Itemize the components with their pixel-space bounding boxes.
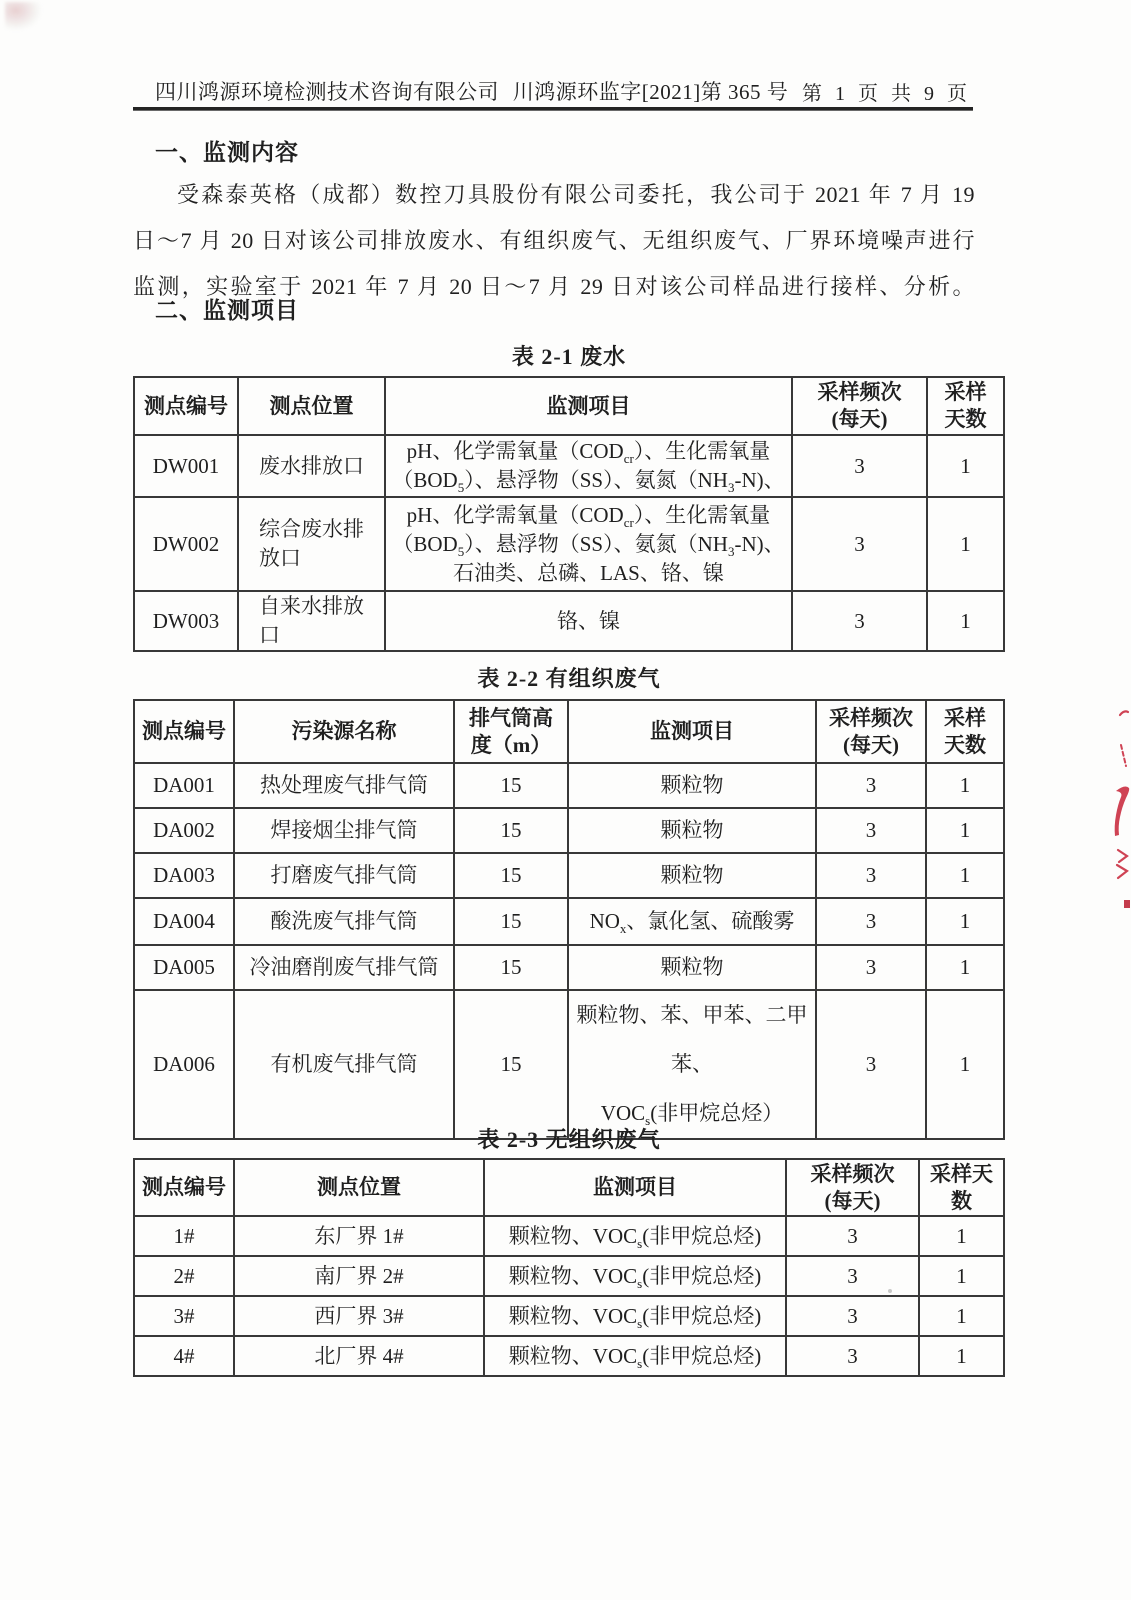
- table-cell: 15: [454, 853, 568, 898]
- page-number: 第 1 页 共 9 页: [802, 83, 971, 105]
- table-row: [134, 763, 1004, 808]
- table-cell: 3: [816, 763, 926, 808]
- company-name: 四川鸿源环境检测技术咨询有限公司: [155, 80, 499, 104]
- table-row: [134, 808, 1004, 853]
- table-cell: 焊接烟尘排气筒: [234, 808, 454, 853]
- table-row: [134, 591, 1004, 651]
- table-cell: 3#: [134, 1296, 234, 1336]
- table-cell: 颗粒物、苯、甲苯、二甲苯、 $VOC_s$(非甲烷总烃）: [568, 990, 816, 1139]
- table-cell: pH、化学需氧量$(COD_{cr})$、生化需氧量$(BOD_5)$、悬浮物（SS）、氨氮$(NH_3-N)$、石油类、总磷、LAS、铬、镍: [385, 497, 792, 591]
- column-header: 测点编号: [134, 700, 234, 763]
- header-rule: [133, 107, 973, 111]
- red-pen-marks: [1091, 695, 1131, 935]
- table-cell: 西厂界 3#: [234, 1296, 484, 1336]
- column-header: 采样 天数: [927, 377, 1004, 435]
- table-cell: 铬、镍: [385, 591, 792, 651]
- table-cell: 1: [919, 1296, 1004, 1336]
- table-2-1-title: 表 2-1 废水: [511, 344, 627, 369]
- table-cell: 酸洗废气排气筒: [234, 898, 454, 945]
- table-cell: 15: [454, 808, 568, 853]
- table-cell: 4#: [134, 1336, 234, 1376]
- table-cell: 1: [926, 898, 1004, 945]
- page-header: [133, 72, 975, 106]
- column-header: 排气筒高 度（m）: [454, 700, 568, 763]
- column-header: 采样频次 (每天): [792, 377, 927, 435]
- table-row: [134, 898, 1004, 945]
- table-cell: 1: [927, 497, 1004, 591]
- table-cell: 3: [816, 990, 926, 1139]
- table-cell: 3: [816, 898, 926, 945]
- column-header: 污染源名称: [234, 700, 454, 763]
- column-header: 采样频次 (每天): [816, 700, 926, 763]
- red-stroke-fragment: [1115, 787, 1130, 836]
- table-cell: 1: [926, 763, 1004, 808]
- table-cell: 1: [919, 1216, 1004, 1256]
- table-cell: 颗粒物: [568, 763, 816, 808]
- table-cell: 3: [786, 1256, 919, 1296]
- scan-smudge: [5, 2, 41, 30]
- table-2-3-title: 表 2-3 无组织废气: [477, 1127, 661, 1152]
- table-cell: DW001: [134, 435, 238, 497]
- table-cell: 15: [454, 763, 568, 808]
- table-cell: 综合废水排 放口: [238, 497, 385, 591]
- table-cell: DW002: [134, 497, 238, 591]
- table-cell: DA001: [134, 763, 234, 808]
- table-cell: $NO_x$、氯化氢、硫酸雾: [568, 898, 816, 945]
- column-header: 采样 天数: [926, 700, 1004, 763]
- table-cell: 2#: [134, 1256, 234, 1296]
- table-cell: DA006: [134, 990, 234, 1139]
- table-row: [134, 1256, 1004, 1296]
- table-cell: 冷油磨削废气排气筒: [234, 945, 454, 990]
- table-cell: 1: [926, 853, 1004, 898]
- table-cell: DA004: [134, 898, 234, 945]
- table-wastewater: [133, 376, 1005, 652]
- table-cell: DA002: [134, 808, 234, 853]
- column-header: 测点位置: [234, 1159, 484, 1216]
- table-header-row: [134, 1159, 1004, 1216]
- section1-paragraph: 受森泰英格（成都）数控刀具股份有限公司委托，我公司于 2021 年 7 月 19 日～7 月 20 日对该公司排放废水、有组织废气、无组织废气、厂界环境噪声进行 监测，实验室于 2021 年 7 月 20 日～7 月 29 日对该公司样品进行接样、分析。: [133, 182, 975, 299]
- scan-speck: [888, 1289, 892, 1293]
- table-row: [134, 853, 1004, 898]
- table-cell: 1: [926, 990, 1004, 1139]
- table-cell: DA003: [134, 853, 234, 898]
- table-cell: 颗粒物、$VOC_s$(非甲烷总烃): [484, 1336, 786, 1376]
- table-row: [134, 1216, 1004, 1256]
- table-cell: 3: [792, 497, 927, 591]
- table-cell: 1: [927, 435, 1004, 497]
- table-cell: 颗粒物、$VOC_s$(非甲烷总烃): [484, 1296, 786, 1336]
- table-cell: 3: [816, 945, 926, 990]
- table-cell: 颗粒物: [568, 945, 816, 990]
- table-cell: 3: [786, 1296, 919, 1336]
- table-cell: 热处理废气排气筒: [234, 763, 454, 808]
- table-header-row: [134, 700, 1004, 763]
- table-row: [134, 435, 1004, 497]
- table-organized-exhaust: [133, 699, 1005, 1140]
- table-cell: 1: [927, 591, 1004, 651]
- table-cell: pH、化学需氧量$(COD_{cr})$、生化需氧量$(BOD_5)$、悬浮物（SS）、氨氮$(NH_3-N)$、: [385, 435, 792, 497]
- column-header: 监测项目: [484, 1159, 786, 1216]
- table-cell: 自来水排放 口: [238, 591, 385, 651]
- table-fugitive-exhaust: [133, 1158, 1005, 1377]
- table-cell: 废水排放口: [238, 435, 385, 497]
- section2-heading: 二、监测项目: [155, 298, 299, 323]
- table-cell: 1#: [134, 1216, 234, 1256]
- table-cell: 3: [792, 591, 927, 651]
- table-cell: 3: [792, 435, 927, 497]
- table-cell: 1: [919, 1256, 1004, 1296]
- column-header: 监测项目: [385, 377, 792, 435]
- table-cell: 颗粒物: [568, 808, 816, 853]
- table-cell: 3: [786, 1336, 919, 1376]
- table-cell: 15: [454, 898, 568, 945]
- table-cell: DW003: [134, 591, 238, 651]
- table-cell: 15: [454, 990, 568, 1139]
- table-row: [134, 1296, 1004, 1336]
- table-cell: 打磨废气排气筒: [234, 853, 454, 898]
- column-header: 测点编号: [134, 1159, 234, 1216]
- section1-heading: 一、监测内容: [155, 140, 299, 165]
- column-header: 采样天 数: [919, 1159, 1004, 1216]
- table-cell: 3: [786, 1216, 919, 1256]
- table-cell: 1: [926, 808, 1004, 853]
- table-cell: DA005: [134, 945, 234, 990]
- table-cell: 颗粒物: [568, 853, 816, 898]
- table-row: [134, 497, 1004, 591]
- column-header: 采样频次 (每天): [786, 1159, 919, 1216]
- table-header-row: [134, 377, 1004, 435]
- table-cell: 1: [926, 945, 1004, 990]
- column-header: 测点位置: [238, 377, 385, 435]
- table-cell: 颗粒物、$VOC_s$(非甲烷总烃): [484, 1256, 786, 1296]
- table-cell: 有机废气排气筒: [234, 990, 454, 1139]
- table-cell: 南厂界 2#: [234, 1256, 484, 1296]
- table-cell: 15: [454, 945, 568, 990]
- document-number: 川鸿源环监字[2021]第 365 号: [512, 80, 789, 104]
- table-cell: 东厂界 1#: [234, 1216, 484, 1256]
- table-row: [134, 945, 1004, 990]
- column-header: 监测项目: [568, 700, 816, 763]
- table-cell: 颗粒物、$VOC_s$(非甲烷总烃): [484, 1216, 786, 1256]
- table-cell: 1: [919, 1336, 1004, 1376]
- table-row: [134, 990, 1004, 1139]
- table-cell: 3: [816, 853, 926, 898]
- table-2-2-title: 表 2-2 有组织废气: [477, 666, 661, 691]
- table-cell: 北厂界 4#: [234, 1336, 484, 1376]
- table-row: [134, 1336, 1004, 1376]
- column-header: 测点编号: [134, 377, 238, 435]
- table-cell: 3: [816, 808, 926, 853]
